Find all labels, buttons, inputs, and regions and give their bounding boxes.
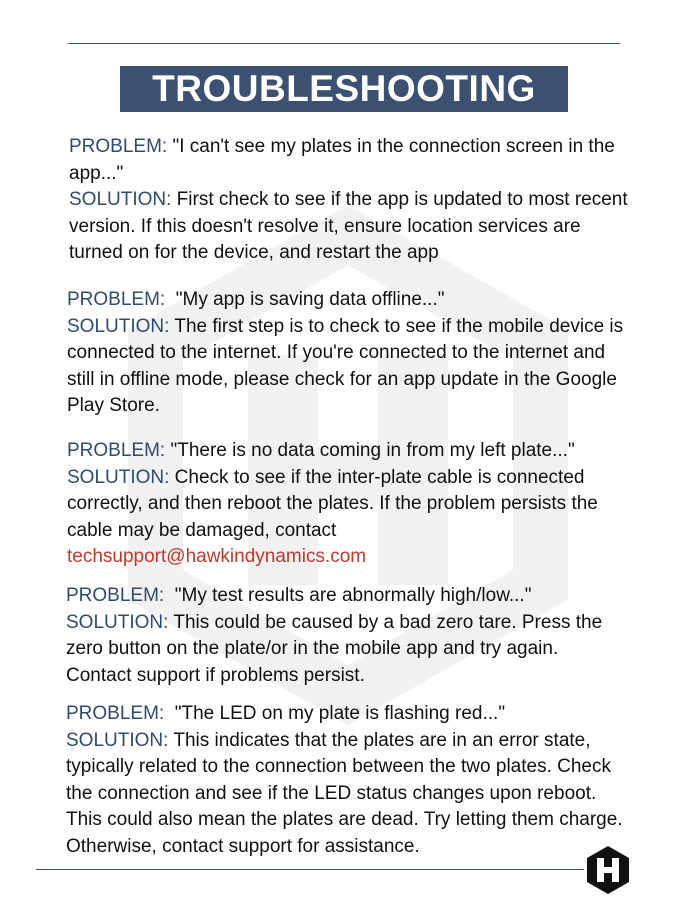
troubleshooting-entry-2 bbox=[67, 287, 632, 420]
solution-label: SOLUTION: bbox=[67, 466, 170, 488]
troubleshooting-entry-4 bbox=[66, 583, 626, 689]
troubleshooting-entry-1 bbox=[69, 134, 629, 267]
problem-text: "I can't see my plates in the connection screen in the app..." bbox=[69, 136, 615, 184]
solution-label: SOLUTION: bbox=[66, 729, 169, 751]
solution-text: This could be caused by a bad zero tare. Press the zero button on the plate/or in the mobile app and try again. Contact support if problems persist. bbox=[66, 611, 603, 686]
problem-label: PROBLEM: bbox=[66, 703, 165, 724]
solution-text: The first step is to check to see if the mobile device is connected to the internet. If you're connected to the internet and still in offline mode, please check for an app update in the Google Play Store. bbox=[67, 315, 624, 416]
problem-label: PROBLEM: bbox=[67, 440, 166, 461]
solution-label: SOLUTION: bbox=[67, 315, 170, 337]
support-email-link[interactable]: techsupport@hawkindynamics.com bbox=[67, 546, 367, 567]
top-divider bbox=[68, 43, 620, 44]
page-title: TROUBLESHOOTING bbox=[120, 66, 568, 112]
problem-text: "There is no data coming in from my left plate..." bbox=[165, 440, 575, 461]
problem-text: "The LED on my plate is flashing red..." bbox=[164, 703, 506, 724]
problem-label: PROBLEM: bbox=[69, 136, 168, 157]
solution-label: SOLUTION: bbox=[69, 189, 172, 210]
hexagon-h-logo-icon bbox=[586, 845, 630, 895]
troubleshooting-entry-5 bbox=[66, 701, 634, 860]
problem-label: PROBLEM: bbox=[67, 289, 166, 310]
problem-text: "My test results are abnormally high/low..." bbox=[164, 585, 532, 606]
troubleshooting-entry-3 bbox=[67, 438, 627, 571]
solution-text: First check to see if the app is updated to most recent version. If this doesn't resolve it, ensure location services are turned on for the device, and restart the app bbox=[69, 189, 628, 263]
solution-text: Check to see if the inter-plate cable is connected correctly, and then reboot the plates. If the problem persists the cable may be damaged, contact bbox=[67, 466, 598, 541]
solution-label: SOLUTION: bbox=[66, 611, 169, 633]
solution-text: This indicates that the plates are in an error state, typically related to the connection between the two plates. Check the connection and see if the LED status changes upon reboot. This could also mean the plates are dead. Try letting them charge. Otherwise, contact support for assistance. bbox=[66, 729, 623, 857]
bottom-divider bbox=[36, 869, 584, 870]
problem-label: PROBLEM: bbox=[66, 585, 165, 606]
problem-text: "My app is saving data offline..." bbox=[165, 289, 445, 310]
